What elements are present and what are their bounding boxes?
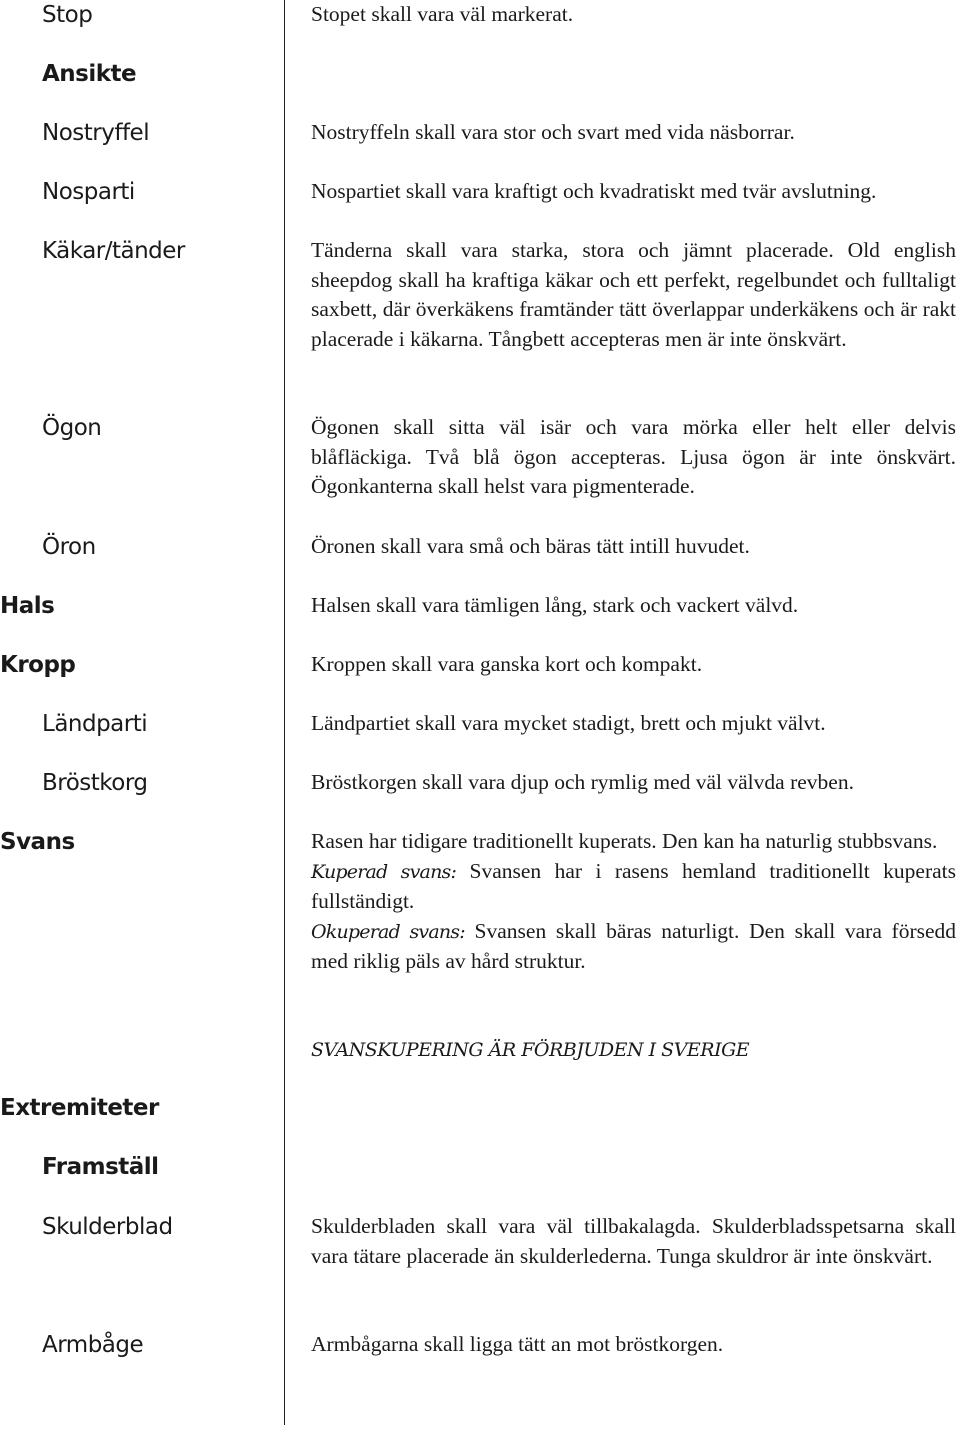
label-nostryffel: Nostryffel bbox=[42, 120, 150, 146]
label-landparti: Ländparti bbox=[42, 711, 148, 737]
text-landparti: Ländpartiet skall vara mycket stadigt, brett och mjukt välvt. bbox=[311, 711, 826, 735]
heading-extremiteter: Extremiteter bbox=[0, 1095, 159, 1121]
text-oron: Öronen skall vara små och bäras tätt intill huvudet. bbox=[311, 534, 750, 558]
label-oron: Öron bbox=[42, 534, 96, 560]
text-kuperad-svans: Svansen har i rasens hemland traditionellt kuperats fullständigt. bbox=[311, 858, 956, 914]
paragraph-okuperad bbox=[311, 917, 956, 977]
text-stop: Stopet skall vara väl markerat. bbox=[311, 2, 574, 26]
label-brostkorg: Bröstkorg bbox=[42, 770, 148, 796]
label-stop: Stop bbox=[42, 2, 93, 28]
text-armbage: Armbågarna skall ligga tätt an mot bröstkorgen. bbox=[311, 1332, 724, 1356]
heading-ansikte: Ansikte bbox=[42, 61, 137, 87]
label-armbage: Armbåge bbox=[42, 1332, 144, 1358]
label-kuperad-svans: Kuperad svans: bbox=[311, 860, 457, 883]
label-okuperad-svans: Okuperad svans: bbox=[311, 920, 465, 943]
label-skulderblad: Skulderblad bbox=[42, 1214, 173, 1240]
heading-kropp: Kropp bbox=[0, 652, 76, 678]
label-nosparti: Nosparti bbox=[42, 179, 135, 205]
label-ogon: Ögon bbox=[42, 415, 102, 441]
text-svans-intro: Rasen har tidigare traditionellt kuperats. Den kan ha naturlig stubbsvans. bbox=[311, 829, 938, 853]
text-forbud-notice: SVANSKUPERING ÄR FÖRBJUDEN I SVERIGE bbox=[311, 1039, 750, 1061]
heading-svans: Svans bbox=[0, 829, 75, 855]
text-kropp: Kroppen skall vara ganska kort och kompakt. bbox=[311, 652, 703, 676]
text-ogon: Ögonen skall sitta väl isär och vara mörka eller helt eller delvis blåfläckiga. Två blå ögon accepteras. Ljusa ögon är inte önskvärt. Ögonkanterna skall helst vara pigmenterade. bbox=[311, 415, 956, 499]
heading-hals: Hals bbox=[0, 593, 55, 619]
text-kakar-tander: Tänderna skall vara starka, stora och jämnt placerade. Old english sheepdog skall ha kraftiga käkar och ett perfekt, regelbundet och fulltaligt saxbett, där överkäkens framtänder tätt överlappar underkäkens och är rakt placerade i käkarna. Tångbett accepteras men är inte önskvärt. bbox=[311, 238, 956, 351]
text-nostryffel: Nostryffeln skall vara stor och svart med vida näsborrar. bbox=[311, 120, 795, 144]
text-nosparti: Nospartiet skall vara kraftigt och kvadratiskt med tvär avslutning. bbox=[311, 179, 877, 203]
paragraph-kuperad bbox=[311, 857, 956, 917]
text-hals: Halsen skall vara tämligen lång, stark och vackert välvd. bbox=[311, 593, 799, 617]
label-kakar-tander: Käkar/tänder bbox=[42, 238, 185, 264]
text-skulderblad: Skulderbladen skall vara väl tillbakalagda. Skulderbladsspetsarna skall vara tätare placerade än skulderlederna. Tunga skuldror är inte önskvärt. bbox=[311, 1214, 956, 1268]
svans-block bbox=[311, 827, 956, 977]
column-divider bbox=[284, 0, 285, 1425]
text-brostkorg: Bröstkorgen skall vara djup och rymlig med väl välvda revben. bbox=[311, 770, 854, 794]
text-okuperad-svans: Svansen skall bäras naturligt. Den skall vara försedd med riklig päls av hård struktur. bbox=[311, 918, 957, 974]
heading-framstall: Framställ bbox=[42, 1154, 159, 1180]
